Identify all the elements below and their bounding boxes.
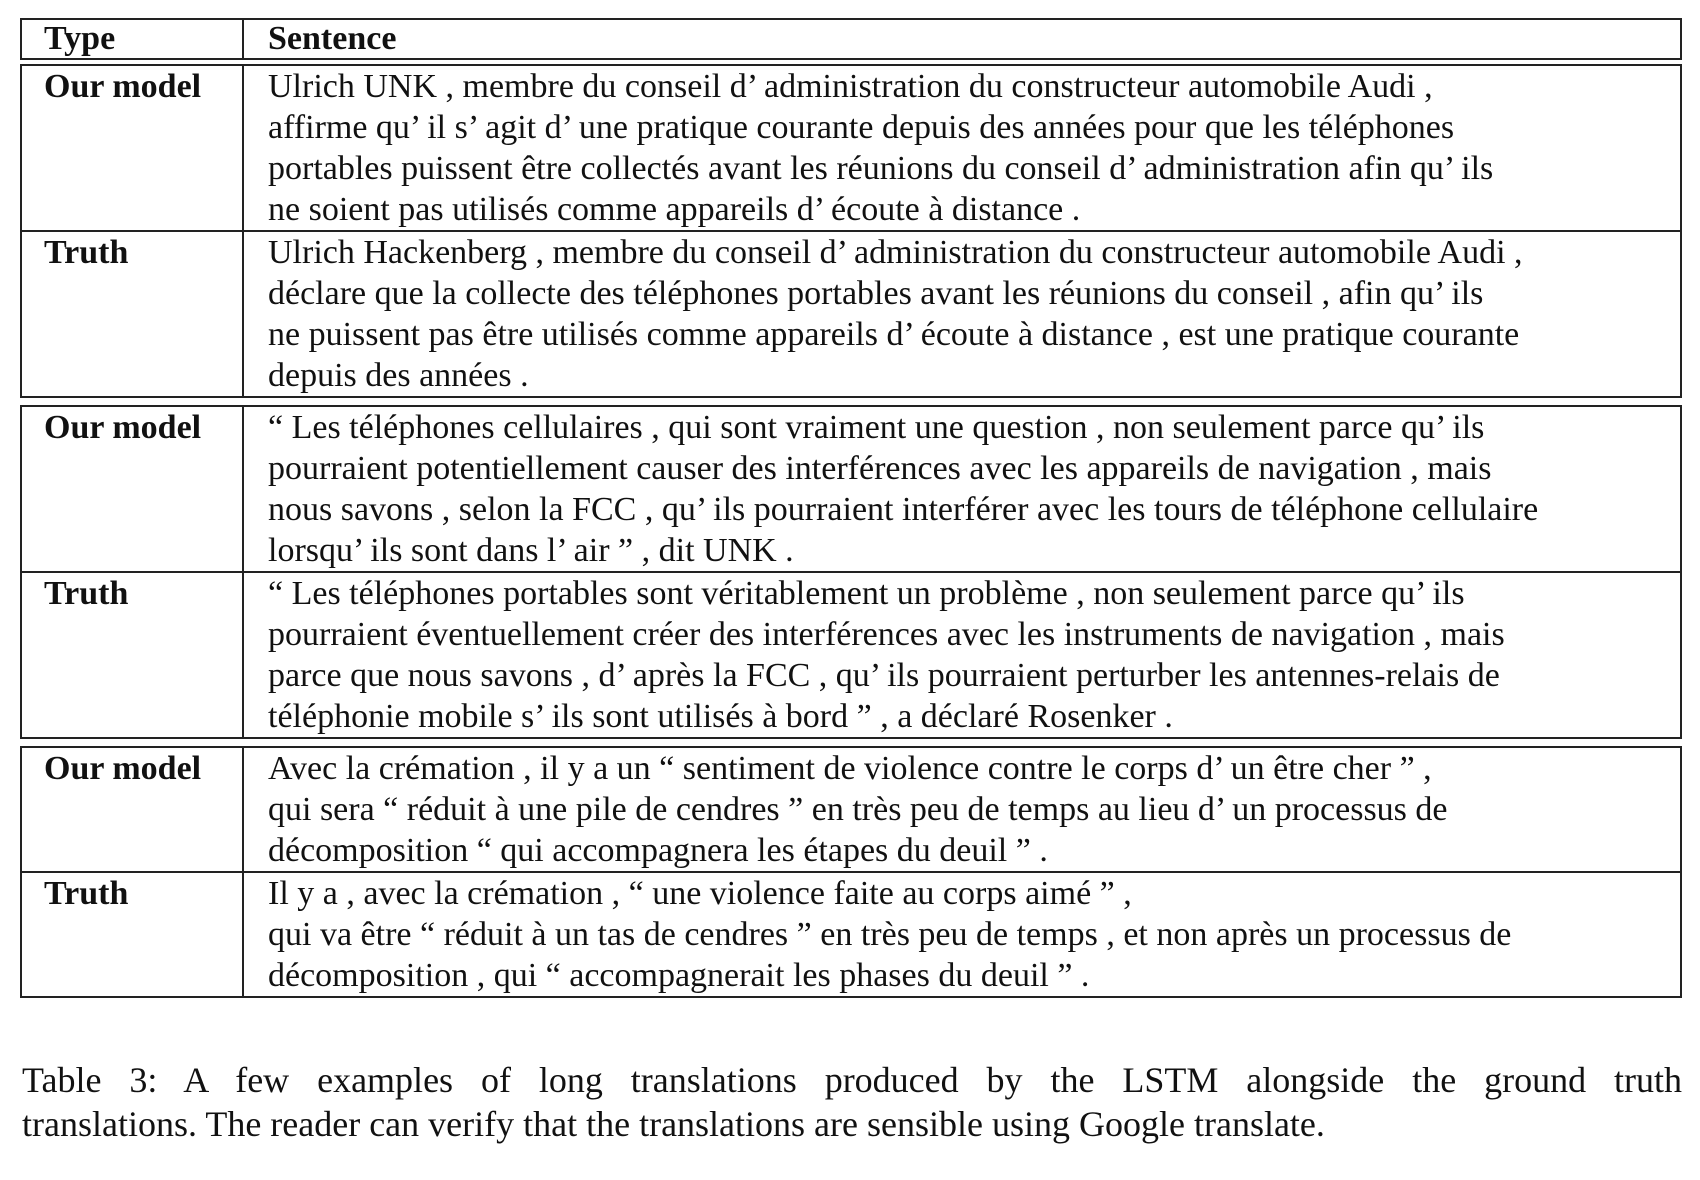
table-group-3 xyxy=(20,746,1682,998)
caption-line-1: Table 3: A few examples of long translations produced by the LSTM alongside the ground truth xyxy=(22,1060,1682,1100)
row-sentence xyxy=(244,66,1680,230)
row-type-label: Truth xyxy=(22,873,244,996)
sentence-line: Il y a , avec la crémation , “ une violence faite au corps aimé ” , xyxy=(268,875,1132,912)
sentence-line: ne puissent pas être utilisés comme appareils d’ écoute à distance , est une pratique courante xyxy=(268,316,1520,353)
row-type-label: Truth xyxy=(22,232,244,396)
table-row xyxy=(22,407,1680,571)
sentence-line: déclare que la collecte des téléphones portables avant les réunions du conseil , afin qu’ ils xyxy=(268,275,1484,312)
sentence-line: depuis des années . xyxy=(268,357,529,394)
sentence-line: qui va être “ réduit à un tas de cendres ” en très peu de temps , et non après un processus de xyxy=(268,916,1512,953)
table-caption xyxy=(22,1058,1682,1146)
sentence-line: “ Les téléphones portables sont véritablement un problème , non seulement parce qu’ ils xyxy=(268,575,1465,612)
table-group-2 xyxy=(20,405,1682,739)
sentence-line: portables puissent être collectés avant les réunions du conseil d’ administration afin qu’ ils xyxy=(268,150,1494,187)
row-type-label: Our model xyxy=(22,748,244,871)
table-row xyxy=(22,748,1680,871)
sentence-line: pourraient éventuellement créer des interférences avec les instruments de navigation , mais xyxy=(268,616,1505,653)
table-group-1 xyxy=(20,64,1682,398)
sentence-line: Ulrich Hackenberg , membre du conseil d’ administration du constructeur automobile Audi , xyxy=(268,234,1523,271)
row-type-label: Our model xyxy=(22,66,244,230)
caption-line-2: translations. The reader can verify that the translations are sensible using Google translate. xyxy=(22,1104,1325,1144)
sentence-line: “ Les téléphones cellulaires , qui sont vraiment une question , non seulement parce qu’ ils xyxy=(268,409,1485,446)
header-type-label: Type xyxy=(22,20,244,58)
row-sentence xyxy=(244,407,1680,571)
sentence-line: parce que nous savons , d’ après la FCC , qu’ ils pourraient perturber les antennes-relais de xyxy=(268,657,1500,694)
sentence-line: lorsqu’ ils sont dans l’ air ” , dit UNK . xyxy=(268,532,794,569)
header-sentence-label: Sentence xyxy=(268,20,397,57)
table-row xyxy=(22,871,1680,996)
sentence-line: affirme qu’ il s’ agit d’ une pratique courante depuis des années pour que les téléphones xyxy=(268,109,1455,146)
table-row xyxy=(22,571,1680,737)
row-sentence xyxy=(244,748,1680,871)
sentence-line: ne soient pas utilisés comme appareils d’ écoute à distance . xyxy=(268,191,1081,228)
sentence-line: Avec la crémation , il y a un “ sentiment de violence contre le corps d’ un être cher ” , xyxy=(268,750,1432,787)
row-sentence xyxy=(244,573,1680,737)
row-sentence xyxy=(244,873,1680,996)
sentence-line: décomposition , qui “ accompagnerait les phases du deuil ” . xyxy=(268,957,1090,994)
sentence-line: téléphonie mobile s’ ils sont utilisés à bord ” , a déclaré Rosenker . xyxy=(268,698,1173,735)
sentence-line: nous savons , selon la FCC , qu’ ils pourraient interférer avec les tours de téléphone cellulaire xyxy=(268,491,1539,528)
row-type-label: Truth xyxy=(22,573,244,737)
header-row xyxy=(22,20,1680,58)
sentence-line: pourraient potentiellement causer des interférences avec les appareils de navigation , mais xyxy=(268,450,1492,487)
table-row xyxy=(22,66,1680,230)
sentence-line: décomposition “ qui accompagnera les étapes du deuil ” . xyxy=(268,832,1048,869)
sentence-line: qui sera “ réduit à une pile de cendres ” en très peu de temps au lieu d’ un processus de xyxy=(268,791,1448,828)
table-header xyxy=(20,18,1682,60)
sentence-line: Ulrich UNK , membre du conseil d’ administration du constructeur automobile Audi , xyxy=(268,68,1433,105)
row-type-label: Our model xyxy=(22,407,244,571)
row-sentence xyxy=(244,232,1680,396)
table-row xyxy=(22,230,1680,396)
